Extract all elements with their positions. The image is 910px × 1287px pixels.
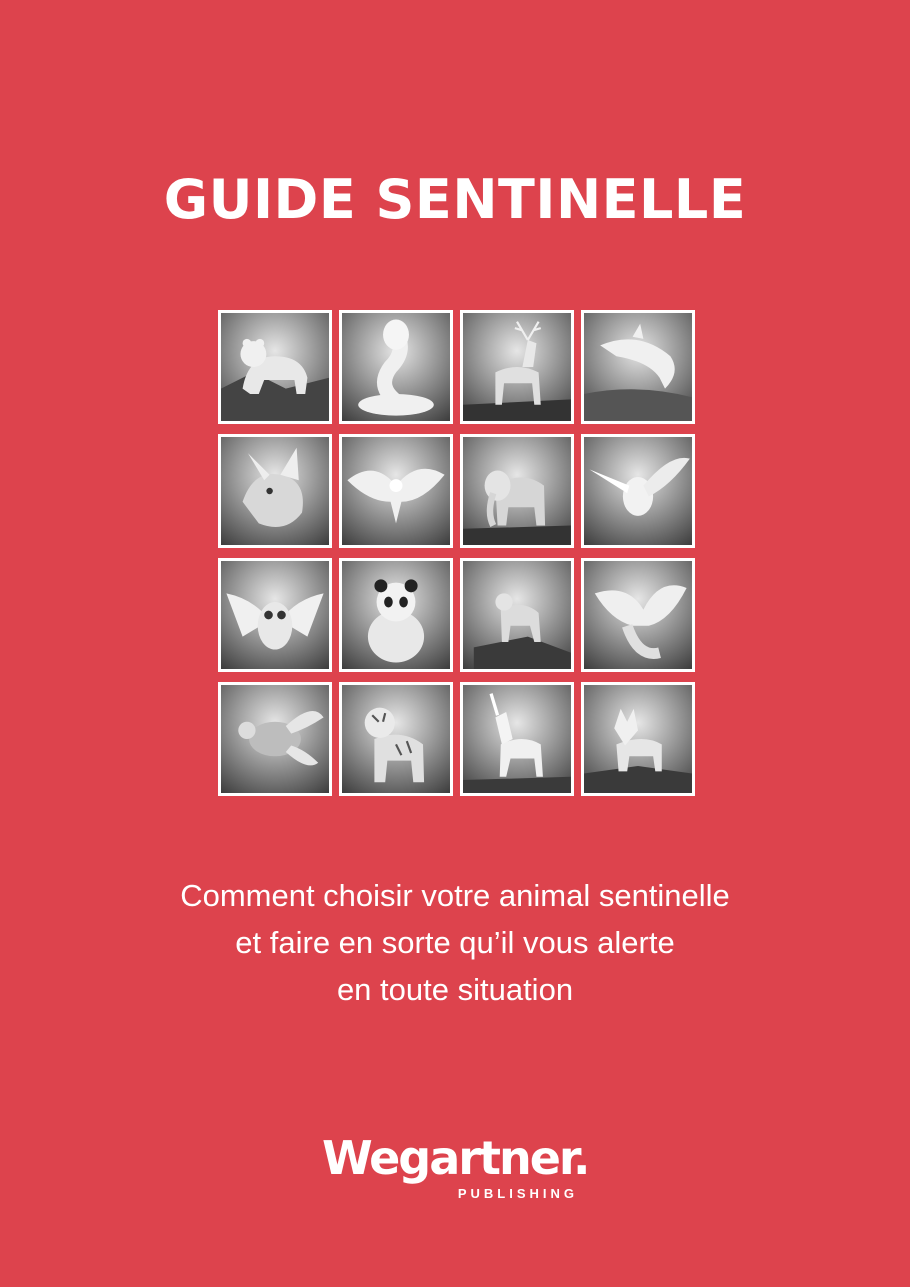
sea-turtle-icon (221, 685, 329, 793)
elephant-icon (463, 437, 571, 545)
dragon-icon (221, 437, 329, 545)
dolphin-icon (584, 313, 692, 421)
eagle-illustration (339, 434, 453, 548)
puma-icon (463, 561, 571, 669)
dolphin-illustration (581, 310, 695, 424)
owl-icon (221, 561, 329, 669)
deer-icon (463, 313, 571, 421)
sea-turtle-illustration (218, 682, 332, 796)
animal-illustration-grid (218, 310, 695, 797)
cobra-icon (342, 313, 450, 421)
subtitle-line: en toute situation (336, 972, 574, 1007)
wolf-icon (584, 685, 692, 793)
deer-illustration (460, 310, 574, 424)
puma-illustration (460, 558, 574, 672)
publisher-name: Wegartner. (322, 1131, 589, 1185)
griffin-icon (584, 561, 692, 669)
tiger-illustration (339, 682, 453, 796)
panda-icon (342, 561, 450, 669)
cobra-illustration (339, 310, 453, 424)
publisher-tagline: PUBLISHING (457, 1186, 578, 1201)
bear-illustration (218, 310, 332, 424)
hummingbird-icon (584, 437, 692, 545)
bear-icon (221, 313, 329, 421)
owl-illustration (218, 558, 332, 672)
elephant-illustration (460, 434, 574, 548)
cover-title: GUIDE SENTINELLE (163, 168, 747, 231)
hummingbird-illustration (581, 434, 695, 548)
unicorn-icon (463, 685, 571, 793)
griffin-illustration (581, 558, 695, 672)
subtitle-line: et faire en sorte qu’il vous alerte (235, 925, 675, 960)
unicorn-illustration (460, 682, 574, 796)
subtitle-line: Comment choisir votre animal sentinelle (180, 878, 730, 913)
tiger-icon (342, 685, 450, 793)
wolf-illustration (581, 682, 695, 796)
eagle-icon (342, 437, 450, 545)
publisher-logo (318, 1128, 598, 1212)
panda-illustration (339, 558, 453, 672)
dragon-illustration (218, 434, 332, 548)
cover-subtitle (0, 872, 910, 1013)
